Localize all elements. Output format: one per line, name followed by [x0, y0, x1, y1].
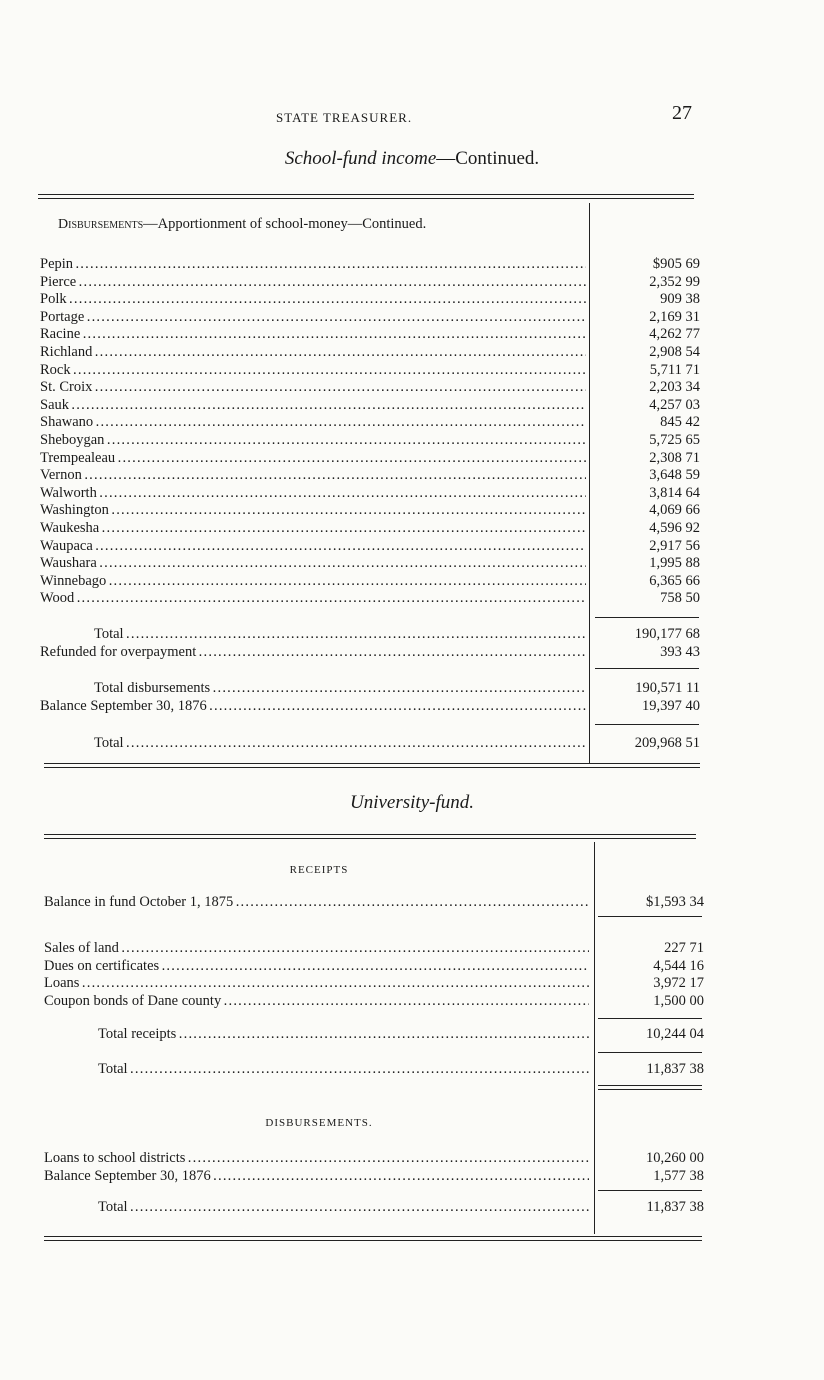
total-receipts-row: [44, 1026, 704, 1044]
page-number: 27: [672, 102, 692, 124]
row-amount: 1,995 88: [649, 555, 700, 572]
uni-total-rule: [598, 1052, 702, 1053]
uni-table-bottom-rule: [44, 1236, 702, 1241]
row-label: Waukesha . . .: [40, 520, 586, 538]
uni-table-top-rule: [44, 834, 696, 839]
row-label: Wood . . .: [40, 590, 586, 608]
total-label: Total . . .: [94, 626, 586, 644]
refunded-label: Refunded for overpayment . . .: [40, 644, 586, 662]
row-label: Coupon bonds of Dane county . . .: [44, 993, 589, 1011]
uni-grand-total-label: Total . . .: [98, 1199, 589, 1217]
row-label: Pepin . . .: [40, 256, 586, 274]
row-label: Shawano . . .: [40, 414, 586, 432]
row-label: Vernon . . .: [40, 467, 586, 485]
row-label: Sauk . . .: [40, 397, 586, 415]
row-amount: 4,069 66: [649, 502, 700, 519]
uni-grand-total-row: [44, 1199, 704, 1217]
row-amount: 758 50: [660, 590, 700, 607]
row-label: Sales of land . . .: [44, 940, 589, 958]
balance-start-label: Balance in fund October 1, 1875 . . .: [44, 894, 589, 912]
uni-total-amount: 11,837 38: [646, 1061, 704, 1077]
row-label: Winnebago . . .: [40, 573, 586, 591]
balance-label: Balance September 30, 1876 . . .: [40, 698, 586, 716]
table-row: [44, 1150, 704, 1168]
row-label: Waushara . . .: [40, 555, 586, 573]
total-disbursements-amount: 190,571 11: [635, 680, 700, 696]
row-label: Portage . . .: [40, 309, 586, 327]
table-row: [44, 958, 704, 976]
table-row: [44, 1168, 704, 1186]
row-amount: 845 42: [660, 414, 700, 431]
section-heading-rest: —Apportionment of school-money—Continued.: [143, 216, 427, 232]
total-amount: 190,177 68: [634, 626, 700, 642]
balance-amount: 19,397 40: [642, 698, 700, 714]
grand-total-amount: 209,968 51: [634, 735, 700, 751]
uni-grand-total-rule: [598, 1190, 702, 1191]
row-amount: 2,908 54: [649, 344, 700, 360]
row-amount: 4,257 03: [649, 396, 700, 413]
total-receipts-label: Total receipts . . .: [98, 1026, 589, 1044]
uni-total-row: [44, 1061, 704, 1079]
disbursements-heading: DISBURSEMENTS.: [265, 1117, 373, 1129]
row-label: Washington . . .: [40, 502, 586, 520]
row-amount: $905 69: [652, 256, 700, 272]
running-head: STATE TREASURER.: [276, 110, 413, 125]
row-amount: 5,711 71: [649, 361, 700, 378]
row-amount: 2,203 34: [649, 379, 700, 396]
university-fund-title: University-fund.: [349, 792, 474, 813]
table-row: [44, 993, 704, 1011]
section-heading-sc: Disbursements: [58, 217, 144, 232]
row-amount: 227 71: [664, 940, 704, 956]
row-label: Loans . . .: [44, 975, 589, 993]
total-receipts-amount: 10,244 04: [646, 1026, 704, 1042]
uni-total-label: Total . . .: [98, 1061, 589, 1079]
row-amount: 2,308 71: [649, 449, 700, 466]
row-label: St. Croix . . .: [40, 379, 586, 397]
row-label: Pierce . . .: [40, 274, 586, 292]
row-label: Trempealeau . . .: [40, 450, 586, 468]
grand-total-label: Total . . .: [94, 735, 586, 753]
row-label: Loans to school districts . . .: [44, 1150, 589, 1168]
row-amount: 909 38: [660, 291, 700, 308]
row-amount: 2,169 31: [649, 308, 700, 325]
receipts-heading: RECEIPTS: [289, 864, 349, 876]
total-disbursements-label: Total disbursements . . .: [94, 680, 586, 698]
receipts-rule: [598, 1018, 702, 1019]
uni-grand-total-amount: 11,837 38: [646, 1199, 704, 1215]
school-fund-title-italic: School-fund income: [284, 148, 437, 169]
balance-start-amount: $1,593 34: [646, 894, 704, 910]
table-row: [44, 975, 704, 993]
row-label: Sheboygan . . .: [40, 432, 586, 450]
row-amount: 6,365 66: [649, 572, 700, 589]
balance-start-rule: [598, 916, 702, 917]
row-label: Racine . . .: [40, 326, 586, 344]
row-amount: 4,262 77: [649, 326, 700, 343]
row-label: Rock . . .: [40, 362, 586, 380]
school-fund-title-plain: —Continued.: [436, 148, 540, 169]
row-amount: 4,596 92: [649, 520, 700, 536]
table-row: [44, 940, 704, 958]
row-amount: 1,500 00: [653, 992, 704, 1009]
row-label: Waupaca . . .: [40, 538, 586, 556]
row-amount: 1,577 38: [653, 1167, 704, 1184]
row-amount: 3,972 17: [653, 975, 704, 992]
row-amount: 2,352 99: [649, 273, 700, 290]
row-label: Balance September 30, 1876 . . .: [44, 1168, 589, 1186]
uni-total-double-rule: [598, 1085, 702, 1090]
row-amount: 3,648 59: [649, 467, 700, 484]
row-label: Walworth . . .: [40, 485, 586, 503]
row-label: Richland . . .: [40, 344, 586, 362]
row-amount: 4,544 16: [653, 957, 704, 974]
row-label: Dues on certificates . . .: [44, 958, 589, 976]
row-amount: 5,725 65: [649, 432, 700, 448]
refunded-amount: 393 43: [660, 644, 700, 660]
balance-start-row: [44, 894, 704, 912]
row-amount: 3,814 64: [649, 484, 700, 501]
row-label: Polk . . .: [40, 291, 586, 309]
row-amount: 10,260 00: [646, 1150, 704, 1166]
row-amount: 2,917 56: [649, 537, 700, 554]
